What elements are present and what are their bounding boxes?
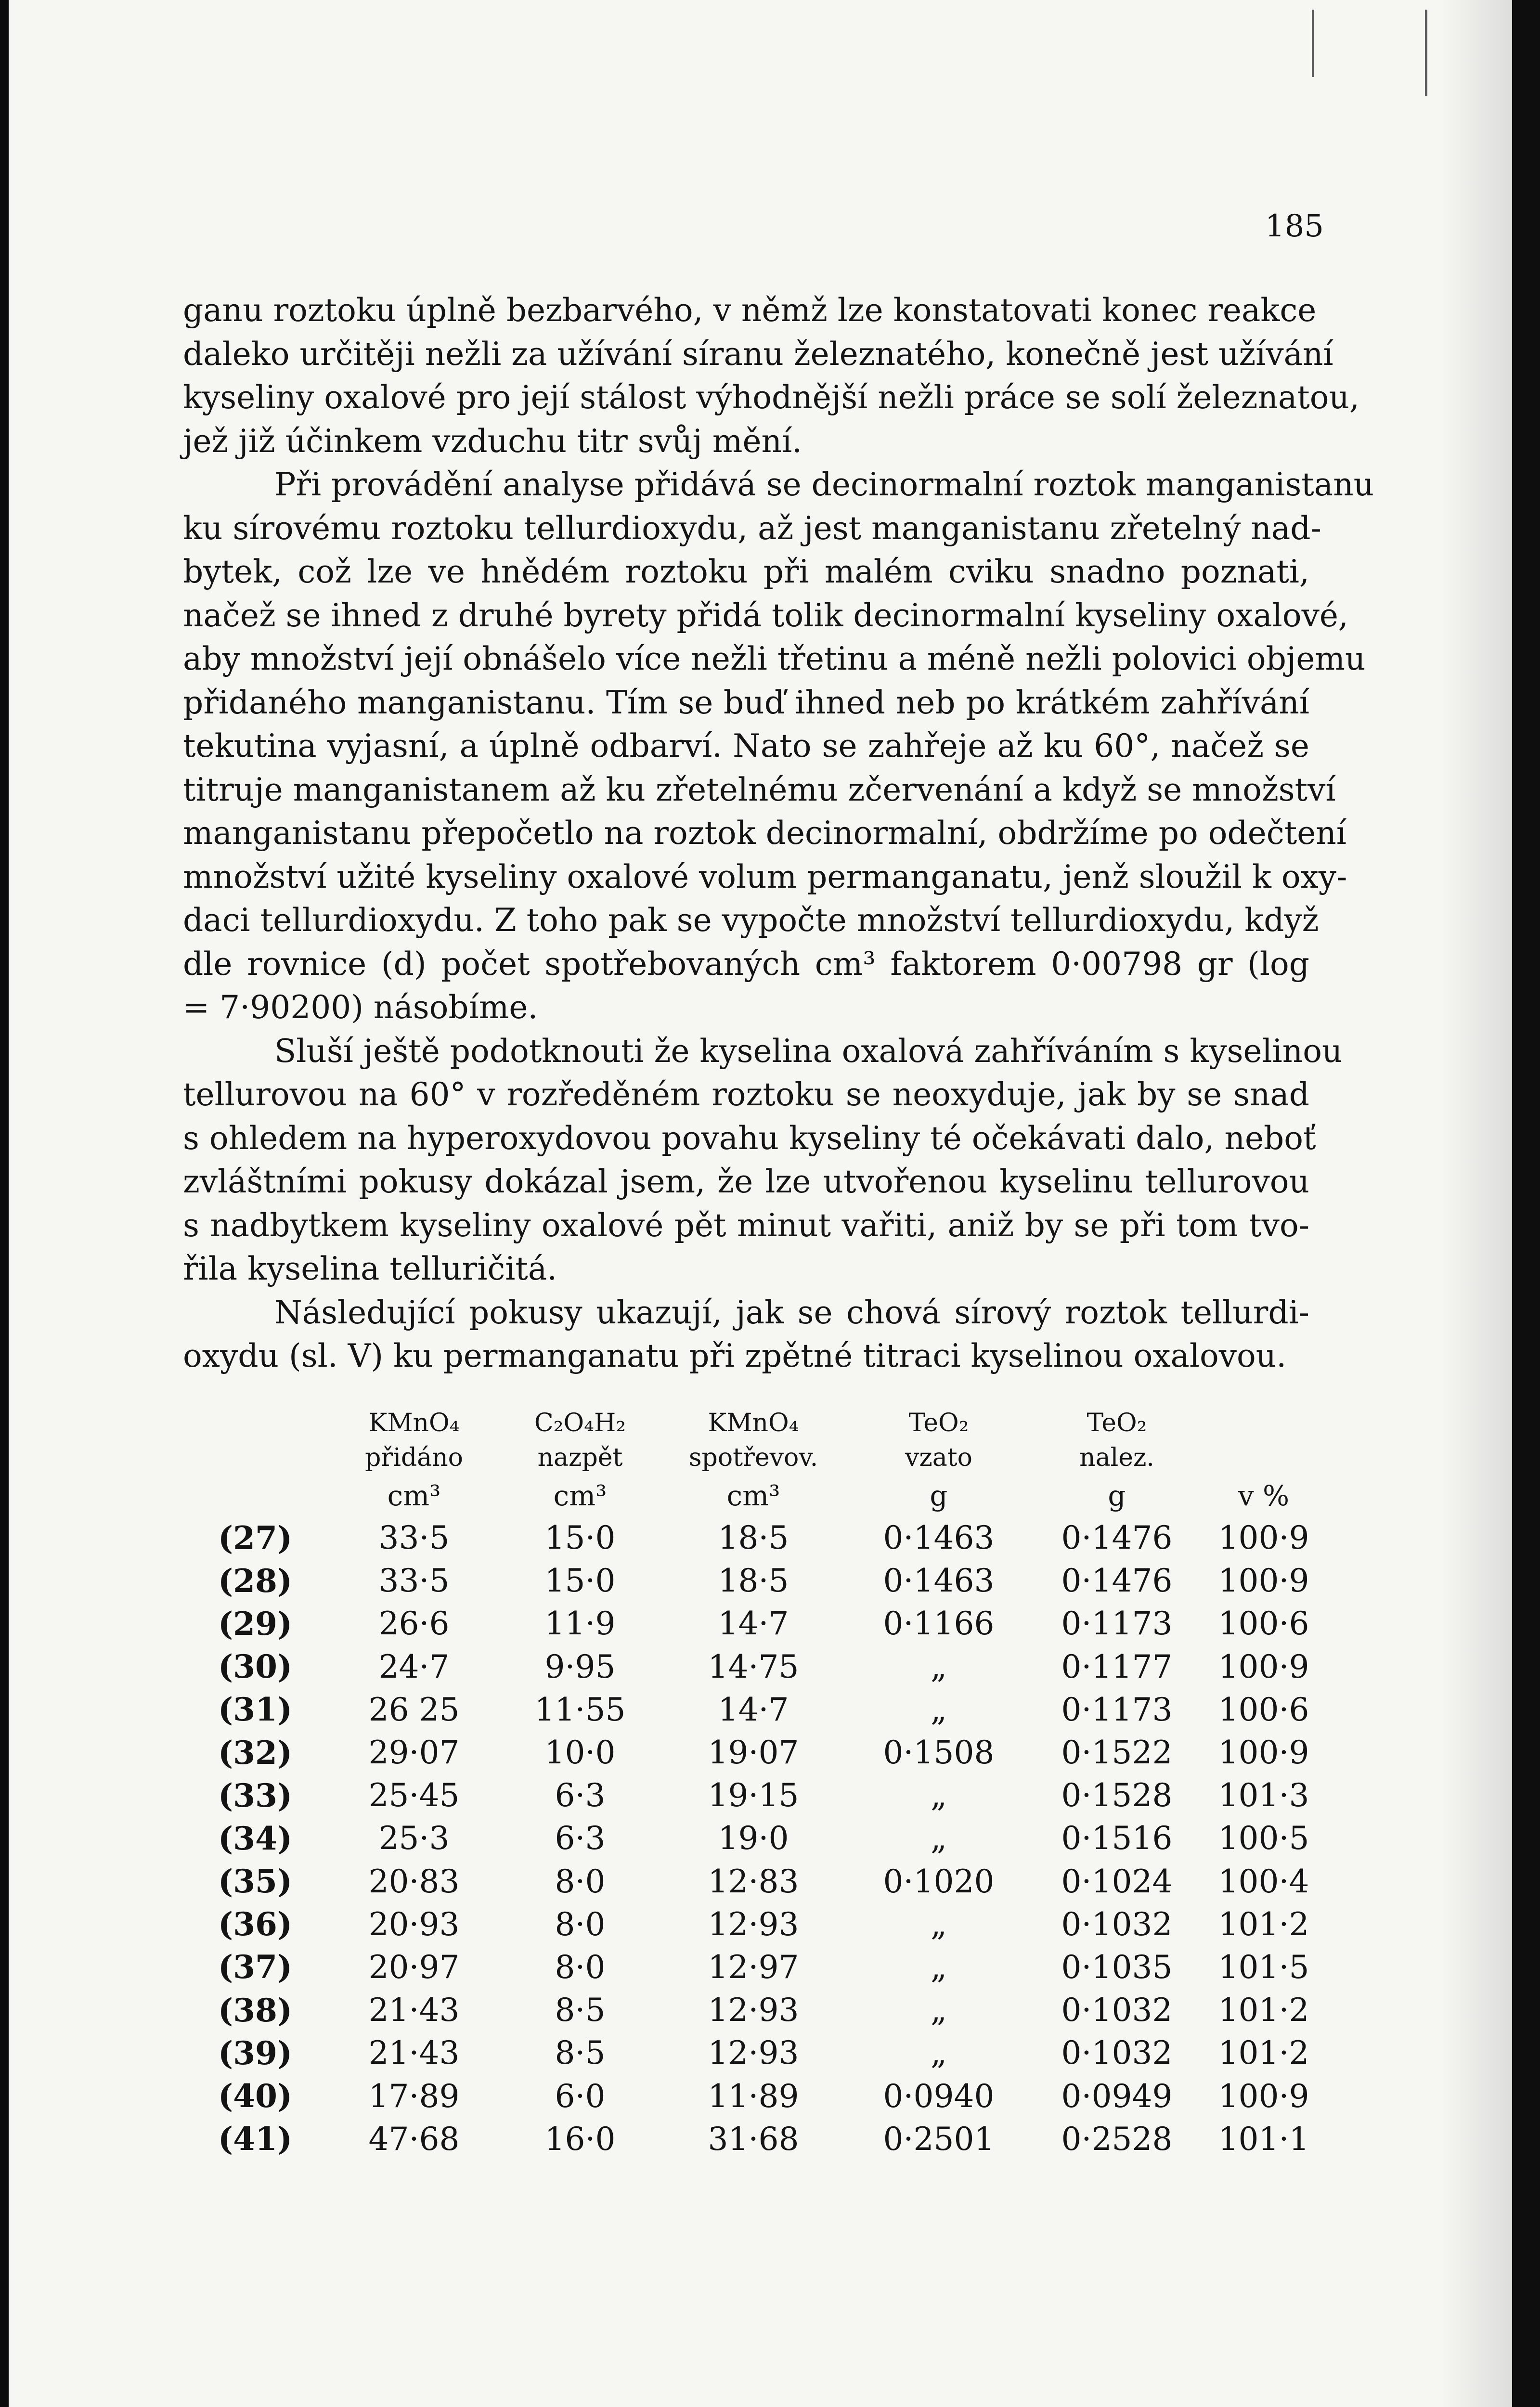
table-cell: 14·7: [718, 1605, 789, 1643]
experiment-number: (35): [218, 1863, 293, 1901]
table-cell: 12·93: [708, 1905, 799, 1943]
text-line: dle rovnice (d) počet spotřebovaných cm³ faktorem 0·00798 gr (log: [183, 945, 1309, 983]
table-cell: 19·15: [708, 1777, 799, 1814]
column-header: TeO₂: [1087, 1409, 1147, 1437]
paragraph: [183, 1030, 1343, 1291]
experiment-number: (41): [218, 2120, 293, 2158]
text-line: ku sírovému roztoku tellurdioxydu, až jest manganistanu zřetelný nad-: [183, 509, 1321, 547]
table-cell: 26 25: [368, 1691, 460, 1728]
experiment-number: (36): [218, 1905, 293, 1943]
experiment-number: (30): [218, 1648, 293, 1686]
column-header: nalez.: [1079, 1443, 1154, 1472]
table-cell: 21·43: [368, 2034, 460, 2072]
table-cell: 31·68: [708, 2120, 799, 2158]
column-header: TeO₂: [908, 1409, 969, 1437]
table-cell: 19·0: [718, 1820, 789, 1857]
titration-table: [183, 1406, 1324, 2161]
table-cell: 29·07: [368, 1734, 460, 1772]
experiment-number: (37): [218, 1948, 293, 1986]
text-line: řila kyselina telluričitá.: [183, 1250, 557, 1287]
table-cell: 100·9: [1218, 1648, 1309, 1685]
table-cell: 25·45: [368, 1777, 460, 1814]
text-line: tekutina vyjasní, a úplně odbarví. Nato se zahřeje až ku 60°, načež se: [183, 727, 1309, 764]
table-cell: 8·0: [555, 1905, 606, 1943]
table-row: [183, 1989, 1324, 2032]
text-line: bytek, což lze ve hnědém roztoku při malém cviku snadno poznati,: [183, 553, 1309, 590]
table-cell: 47·68: [368, 2120, 460, 2158]
table-cell: 12·83: [708, 1863, 799, 1900]
table-cell: 33·5: [378, 1562, 450, 1600]
table-cell: „: [930, 2034, 947, 2072]
scan-mark: [1425, 10, 1427, 96]
experiment-number: (39): [218, 2034, 293, 2072]
table-cell: 18·5: [718, 1562, 789, 1600]
table-cell: 17·89: [368, 2077, 460, 2115]
table-cell: 0·1173: [1061, 1691, 1173, 1728]
table-cell: 11·9: [544, 1605, 616, 1643]
column-header: cm³: [553, 1479, 607, 1512]
column-header: v %: [1238, 1479, 1290, 1512]
table-cell: 0·1177: [1061, 1648, 1173, 1685]
table-cell: 0·1020: [883, 1863, 995, 1900]
paragraph: [183, 463, 1374, 1030]
column-header: [1204, 1440, 1324, 1475]
table-cell: 6·0: [555, 2077, 606, 2115]
table-cell: 0·1166: [883, 1605, 995, 1643]
table-row: [183, 2032, 1324, 2074]
paragraph: [183, 1291, 1309, 1378]
table-cell: 12·93: [708, 2034, 799, 2072]
table-cell: 12·93: [708, 1992, 799, 2029]
table-row: [183, 1645, 1324, 1688]
table-cell: 0·1528: [1061, 1777, 1173, 1814]
table-row: [183, 1516, 1324, 1559]
text-line: daci tellurdioxydu. Z toho pak se vypočte množství tellurdioxydu, když: [183, 902, 1319, 939]
table-cell: 24·7: [378, 1648, 450, 1685]
table-cell: „: [930, 1992, 947, 2029]
table-cell: 10·0: [544, 1734, 616, 1772]
table-cell: 100·9: [1218, 1562, 1309, 1600]
table-cell: 0·1032: [1061, 1992, 1173, 2029]
text-line: jež již účinkem vzduchu titr svůj mění.: [183, 422, 802, 460]
table-cell: „: [930, 1777, 947, 1814]
text-line: zvláštními pokusy dokázal jsem, že lze utvořenou kyselinu tellurovou: [183, 1163, 1309, 1200]
table-cell: „: [930, 1820, 947, 1857]
table-cell: 8·5: [555, 2034, 606, 2072]
table-cell: 0·1463: [883, 1562, 995, 1600]
table-cell: 21·43: [368, 1992, 460, 2029]
table-cell: 100·5: [1218, 1820, 1309, 1857]
experiment-number: (27): [218, 1519, 293, 1557]
table-cell: 14·7: [718, 1691, 789, 1728]
text-line: aby množství její obnášelo více nežli třetinu a méně nežli polovici objemu: [183, 640, 1366, 677]
table-cell: 0·2528: [1061, 2120, 1173, 2158]
table-cell: 20·93: [368, 1905, 460, 1943]
table-row: [183, 1774, 1324, 1817]
table-row: [183, 1860, 1324, 1903]
table-cell: 26·6: [378, 1605, 450, 1643]
table-cell: 8·5: [555, 1992, 606, 2029]
experiment-number: (40): [218, 2077, 293, 2115]
column-header: přidáno: [365, 1443, 463, 1472]
column-header: g: [930, 1479, 948, 1512]
table-cell: 0·1522: [1061, 1734, 1173, 1772]
column-header: g: [1108, 1479, 1126, 1512]
table-cell: 0·0949: [1061, 2077, 1173, 2115]
table-cell: 8·0: [555, 1863, 606, 1900]
header-row: [183, 1406, 1324, 1440]
table-row: [183, 1817, 1324, 1860]
column-header: cm³: [387, 1479, 441, 1512]
table-cell: 9·95: [544, 1648, 616, 1685]
header-row: [183, 1475, 1324, 1516]
table-cell: 101·1: [1218, 2120, 1309, 2158]
text-line: tellurovou na 60° v rozředěném roztoku se neoxyduje, jak by se snad: [183, 1076, 1309, 1113]
table-cell: 0·1476: [1061, 1562, 1173, 1600]
table-cell: 100·9: [1218, 1519, 1309, 1557]
table-row: [183, 1602, 1324, 1645]
table-header: [183, 1406, 1324, 1516]
table-cell: 0·1035: [1061, 1948, 1173, 1986]
table-cell: 101·2: [1218, 1905, 1309, 1943]
table-row: [183, 1946, 1324, 1989]
table-cell: 12·97: [708, 1948, 799, 1986]
table-cell: 0·1463: [883, 1519, 995, 1557]
text-line: oxydu (sl. V) ku permanganatu při zpětné titraci kyselinou oxalovou.: [183, 1337, 1287, 1374]
table-cell: 0·1024: [1061, 1863, 1173, 1900]
table-cell: 100·4: [1218, 1863, 1309, 1900]
column-header: [183, 1406, 327, 1440]
experiment-number: (38): [218, 1991, 293, 2029]
header-row: [183, 1440, 1324, 1475]
column-header: [1204, 1406, 1324, 1440]
table-cell: 6·3: [555, 1820, 606, 1857]
table-cell: 0·1032: [1061, 2034, 1173, 2072]
table-cell: 101·3: [1218, 1777, 1309, 1814]
table-cell: 15·0: [544, 1562, 616, 1600]
table-body: [183, 1516, 1324, 2161]
text-line: daleko určitěji nežli za užívání síranu železnatého, konečně jest užívání: [183, 335, 1333, 373]
table-cell: 0·1173: [1061, 1605, 1173, 1643]
column-header: C₂O₄H₂: [534, 1409, 626, 1437]
text-line: načež se ihned z druhé byrety přidá tolik decinormalní kyseliny oxalové,: [183, 596, 1348, 634]
text-line: Při provádění analyse přidává se decinormalní roztok manganistanu: [274, 466, 1374, 503]
table-cell: 20·97: [368, 1948, 460, 1986]
column-header: KMnO₄: [708, 1409, 799, 1437]
text-line: ganu roztoku úplně bezbarvého, v němž lze konstatovati konec reakce: [183, 292, 1317, 329]
table-cell: 101·2: [1218, 2034, 1309, 2072]
body-text: [183, 289, 1374, 1378]
text-line: s ohledem na hyperoxydovou povahu kyseliny té očekávati dalo, neboť: [183, 1119, 1316, 1157]
table-cell: 0·0940: [883, 2077, 995, 2115]
table-cell: 18·5: [718, 1519, 789, 1557]
table-cell: 8·0: [555, 1948, 606, 1986]
text-line: množství užité kyseliny oxalové volum permanganatu, jenž sloužil k oxy-: [183, 858, 1347, 895]
table-cell: 11·89: [708, 2077, 799, 2115]
table-cell: 0·1032: [1061, 1905, 1173, 1943]
scan-mark: [1312, 10, 1314, 77]
page-number: 185: [1265, 208, 1324, 244]
table-cell: 101·2: [1218, 1992, 1309, 2029]
scan-edge-right: [1512, 0, 1540, 2407]
experiment-number: (31): [218, 1691, 293, 1729]
table-row: [183, 1903, 1324, 1946]
table-cell: 6·3: [555, 1777, 606, 1814]
table-cell: 25·3: [378, 1820, 450, 1857]
table-row: [183, 2118, 1324, 2161]
table-cell: 0·1516: [1061, 1820, 1173, 1857]
column-header: spotřevov.: [688, 1443, 818, 1472]
text-line: kyseliny oxalové pro její stálost výhodnější nežli práce se solí železnatou,: [183, 379, 1360, 416]
table-row: [183, 1559, 1324, 1602]
table-row: [183, 1731, 1324, 1774]
table-cell: „: [930, 1948, 947, 1986]
table-cell: 20·83: [368, 1863, 460, 1900]
scan-shadow-right: [1440, 0, 1512, 2407]
experiment-number: (28): [218, 1562, 293, 1600]
table-cell: 100·9: [1218, 1734, 1309, 1772]
table-cell: „: [930, 1905, 947, 1943]
text-line: Následující pokusy ukazují, jak se chová sírový roztok tellurdi-: [274, 1294, 1309, 1331]
table-cell: 0·2501: [883, 2120, 995, 2158]
column-header: cm³: [726, 1479, 780, 1512]
column-header: KMnO₄: [368, 1409, 460, 1437]
table-cell: „: [930, 1691, 947, 1728]
column-header: [183, 1475, 327, 1516]
table-row: [183, 1688, 1324, 1731]
table-cell: 15·0: [544, 1519, 616, 1557]
column-header: [183, 1440, 327, 1475]
text-line: manganistanu přepočetlo na roztok decinormalní, obdržíme po odečtení: [183, 815, 1346, 852]
table-cell: 100·6: [1218, 1691, 1309, 1728]
scan-edge-left: [0, 0, 9, 2407]
table-cell: 19·07: [708, 1734, 799, 1772]
table-cell: „: [930, 1648, 947, 1685]
table-cell: 0·1508: [883, 1734, 995, 1772]
text-line: = 7·90200) násobíme.: [183, 989, 538, 1026]
experiment-number: (34): [218, 1819, 293, 1857]
column-header: vzato: [905, 1443, 972, 1472]
table-row: [183, 2074, 1324, 2117]
table-cell: 16·0: [544, 2120, 616, 2158]
experiment-number: (33): [218, 1776, 293, 1814]
table-cell: 11·55: [534, 1691, 626, 1728]
text-line: s nadbytkem kyseliny oxalové pět minut vařiti, aniž by se při tom tvo-: [183, 1206, 1309, 1244]
table-cell: 14·75: [708, 1648, 799, 1685]
column-header: nazpět: [537, 1443, 623, 1472]
table-cell: 100·9: [1218, 2077, 1309, 2115]
table-cell: 100·6: [1218, 1605, 1309, 1643]
experiment-number: (32): [218, 1734, 293, 1772]
text-line: přidaného manganistanu. Tím se buď ihned neb po krátkém zahřívání: [183, 684, 1309, 721]
paragraph: [183, 289, 1360, 463]
experiment-number: (29): [218, 1605, 293, 1643]
table-cell: 33·5: [378, 1519, 450, 1557]
table-cell: 0·1476: [1061, 1519, 1173, 1557]
table-cell: 101·5: [1218, 1948, 1309, 1986]
text-line: titruje manganistanem až ku zřetelnému zčervenání a když se množství: [183, 771, 1336, 808]
text-line: Sluší ještě podotknouti že kyselina oxalová zahříváním s kyselinou: [274, 1032, 1343, 1070]
